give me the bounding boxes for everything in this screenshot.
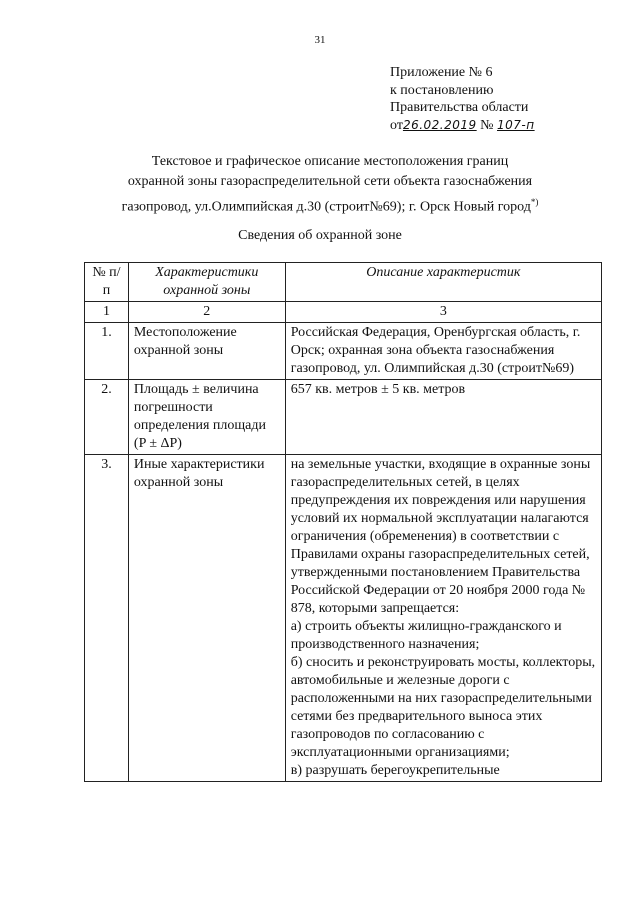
row-characteristic: Площадь ± величина погрешности определения площади (P ± ΔP) <box>128 380 285 455</box>
appendix-block <box>390 64 535 134</box>
index-cell: 3 <box>285 302 601 323</box>
header-characteristic: Характеристики охранной зоны <box>128 263 285 302</box>
date-prefix: от <box>390 117 403 133</box>
row-number: 3. <box>85 455 129 782</box>
row-description: 657 кв. метров ± 5 кв. метров <box>285 380 601 455</box>
header-description: Описание характеристик <box>285 263 601 302</box>
title-line-1: Текстовое и графическое описание местоположения границ <box>151 154 509 169</box>
table-row <box>85 380 602 455</box>
index-cell: 2 <box>128 302 285 323</box>
table-row <box>85 455 602 782</box>
table-header-row <box>85 263 602 302</box>
row-characteristic: Местоположение охранной зоны <box>128 323 285 380</box>
title-line-3-text: газопровод, ул.Олимпийская д.30 (строит№69); г. Орск Новый город <box>121 199 531 215</box>
footnote-mark: *) <box>530 197 539 207</box>
table-index-row <box>85 302 602 323</box>
appendix-line-1: Приложение № 6 <box>390 65 493 80</box>
number-prefix: № <box>480 117 494 133</box>
index-cell: 1 <box>85 302 129 323</box>
protected-zone-table <box>84 262 602 782</box>
row-description: Российская Федерация, Оренбургская область, г. Орск; охранная зона объекта газоснабжения газопровод, ул. Олимпийская д.30 (строит№69) <box>285 323 601 380</box>
handwritten-date: 26.02.2019 <box>402 117 477 132</box>
header-number: № п/п <box>85 263 129 302</box>
appendix-date-line <box>390 117 535 135</box>
title-line-3 <box>80 192 580 218</box>
page-number: 31 <box>314 34 326 46</box>
table-row <box>85 323 602 380</box>
row-description: на земельные участки, входящие в охранные зоны газораспределительных сетей, в целях предупреждения их повреждения или нарушения условий их нормальной эксплуатации налагаются ограничения (обременения) в соответствии с Правилами охраны газораспределительных сетей, утвержденными постановлением Правительства Российской Федерации от 20 ноября 2000 года № 878, которыми запрещается: а) строить объекты жилищно-гражданского и производственного назначения; б) сносить и реконструировать мосты, коллекторы, автомобильные и железные дороги с расположенными на них газораспределительными сетями без предварительного выноса этих газопроводов по согласованию с эксплуатационными организациями; в) разрушать берегоукрепительные <box>285 455 601 782</box>
title-line-2: охранной зоны газораспределительной сети объекта газоснабжения <box>127 174 533 189</box>
row-number: 2. <box>85 380 129 455</box>
row-number: 1. <box>85 323 129 380</box>
appendix-line-3: Правительства области <box>390 100 529 115</box>
handwritten-number: 107-п <box>497 117 535 132</box>
section-title: Сведения об охранной зоне <box>238 228 402 243</box>
document-title <box>80 152 580 218</box>
row-characteristic: Иные характеристики охранной зоны <box>128 455 285 782</box>
appendix-line-2: к постановлению <box>390 82 494 98</box>
